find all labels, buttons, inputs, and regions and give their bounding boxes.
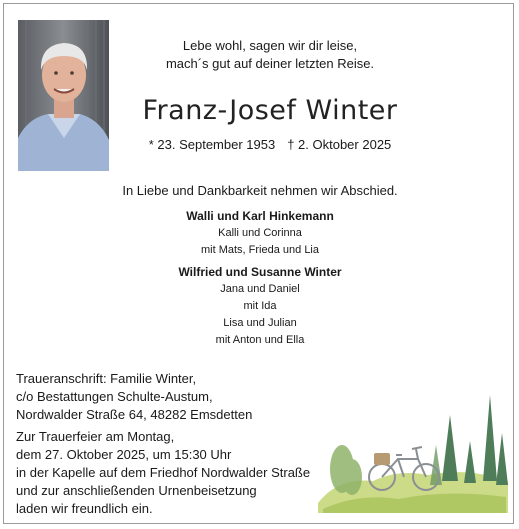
family-member-line: mit Ida	[243, 300, 277, 312]
ceremony-line-3: in der Kapelle auf dem Friedhof Nordwalder Straße	[16, 465, 311, 480]
portrait-photo	[18, 20, 109, 171]
ceremony-line-4: und zur anschließenden Urnenbeisetzung	[16, 483, 257, 498]
verse-line-1: Lebe wohl, sagen wir dir leise,	[182, 38, 358, 53]
farewell-statement: In Liebe und Dankbarkeit nehmen wir Abschied.	[122, 183, 398, 198]
address-line-3: Nordwalder Straße 64, 48282 Emsdetten	[16, 407, 253, 422]
ceremony-invitation	[16, 428, 316, 518]
verse-line-2: mach´s gut auf deiner letzten Reise.	[165, 56, 375, 71]
ceremony-line-5: laden wir freundlich ein.	[16, 501, 153, 516]
family-member-line: Jana und Daniel	[220, 283, 300, 295]
farewell-verse	[140, 37, 400, 73]
mourning-address	[16, 370, 276, 424]
family-member-line: Kalli und Corinna	[218, 227, 302, 239]
ceremony-line-1: Zur Trauerfeier am Montag,	[16, 429, 175, 444]
bicycle-landscape-illustration	[318, 385, 508, 513]
family-group-2	[110, 264, 410, 349]
address-line-2: c/o Bestattungen Schulte-Austum,	[16, 389, 213, 404]
birth-date: * 23. September 1953	[148, 137, 276, 152]
family-member-line: mit Mats, Frieda und Lia	[201, 244, 319, 256]
life-dates	[120, 137, 420, 152]
family-group-1	[110, 208, 410, 259]
family-member-line: Lisa und Julian	[223, 317, 297, 329]
family-member-line: mit Anton und Ella	[215, 334, 305, 346]
deceased-name: Franz-Josef Winter	[142, 95, 398, 126]
ceremony-line-2: dem 27. Oktober 2025, um 15:30 Uhr	[16, 447, 232, 462]
family-head: Walli und Karl Hinkemann	[186, 209, 334, 223]
death-date: † 2. Oktober 2025	[287, 137, 392, 152]
family-head: Wilfried und Susanne Winter	[178, 265, 342, 279]
address-line-1: Traueranschrift: Familie Winter,	[16, 371, 197, 386]
